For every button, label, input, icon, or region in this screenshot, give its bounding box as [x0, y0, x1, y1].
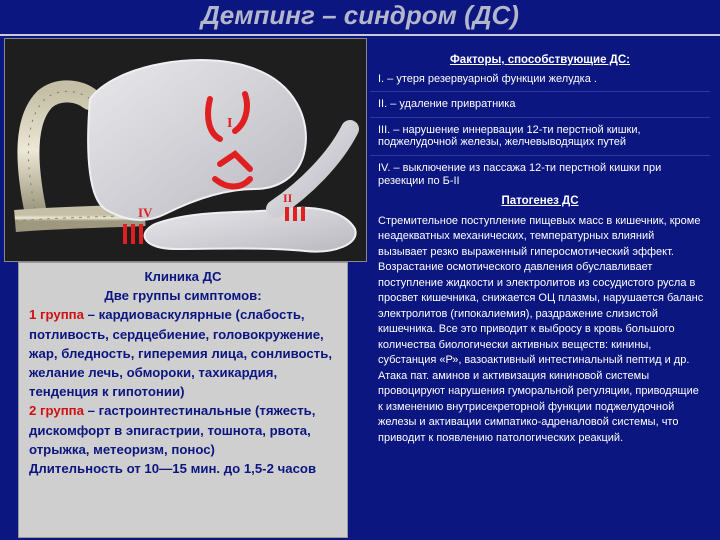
factor-item-4: IV. – выключение из пассажа 12-ти перстной кишки при резекции по Б-II — [378, 161, 662, 187]
group-2-text: – гастроинтестинальные (тяжесть, дискомфорт в эпигастрии, тошнота, рвота, отрыжка, метеоризм, понос) — [29, 403, 316, 457]
title-divider — [0, 34, 720, 36]
right-panel — [370, 40, 710, 532]
pathogenesis-heading: Патогенез ДС — [501, 195, 579, 208]
factor-divider — [370, 91, 710, 92]
marker-roman-one: I — [227, 116, 233, 131]
marker-roman-four: IV — [138, 205, 153, 220]
group-1-label: 1 группа — [29, 307, 84, 323]
duodenum-shape — [145, 208, 356, 252]
factor-item-3: III. – нарушение иннервации 12-ти перстной кишки, поджелудочной железы, желчевыводящих путей — [378, 123, 641, 149]
factor-item-2: II. – удаление привратника — [378, 98, 516, 111]
pathogenesis-text: Стремительное поступление пищевых масс в кишечник, кроме неадекватных механических, температурных влияний вызывает резко выраженный гиперосмотический эффект. Возрастание осмотического давления обуславливает поступление жидкости и электролитов из сосудистого русла в просвет кишечника, снижается ОЦ плазмы, нарушается баланс электролитов (гипокалиемия), раздражение слизистой кишечника. Все это приводит к выбросу в кровь большого количества биологически активных веществ: кинины, субстанция «Р», вазоактивный интестинальный пептид и др. Атака пат. аминов и активизация кининовой системы провоцируют нарушения гуморальной регуляции, приводящие к изменению внутрисекреторной функции поджелудочной железы и активации симпатико-адреналовой системы, что приводит к появлению патологических реакций. — [378, 214, 704, 444]
clinic-group-1 — [29, 305, 337, 401]
factor-item-1: I. – утеря резервуарной функции желудка . — [378, 72, 597, 85]
esophagus-shape — [28, 91, 90, 209]
clinic-duration: Длительность от 10—15 мин. до 1,5-2 часов — [29, 461, 317, 477]
stomach-illustration — [5, 39, 366, 261]
group-1-text: – кардиоваскулярные (слабость, потливость, сердцебиение, головокружение, жар, бледность, гиперемия лица, сонливость, желание лечь, обмороки, тахикардия, тенденция к гипотонии) — [29, 307, 332, 400]
clinic-subtitle: Две группы симптомов: — [104, 288, 262, 304]
clinic-group-2 — [29, 401, 337, 459]
clinic-panel — [18, 262, 348, 538]
marker-roman-two: II — [283, 191, 293, 205]
factors-heading: Факторы, способствующие ДС: — [449, 54, 630, 66]
factor-divider — [370, 155, 710, 156]
slide-title: Демпинг – синдром (ДС) — [201, 0, 519, 30]
factor-divider — [370, 117, 710, 118]
group-2-label: 2 группа — [29, 403, 84, 419]
stomach-remnant-shape — [88, 60, 306, 220]
stomach-diagram — [4, 38, 367, 262]
clinic-title: Клиника ДС — [144, 269, 222, 284]
